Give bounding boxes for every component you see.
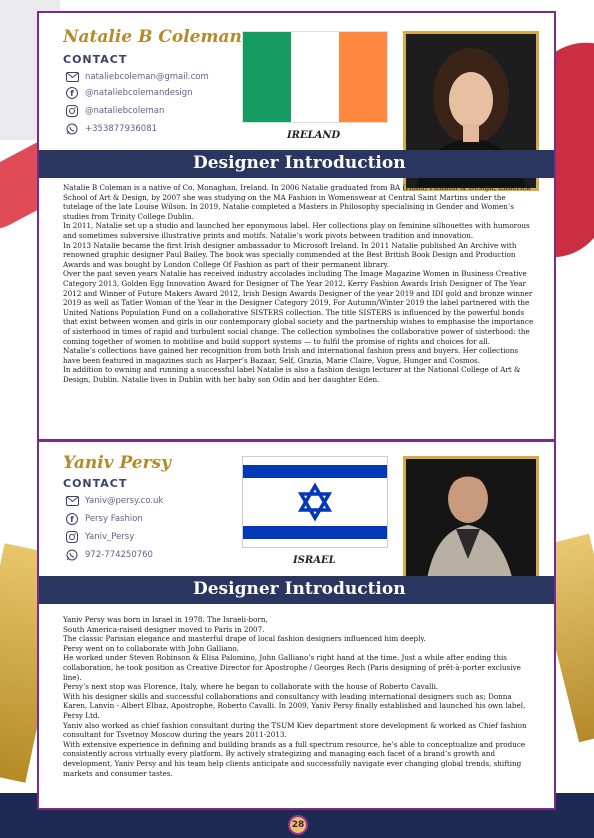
designer-name: Yaniv Persy	[63, 453, 171, 473]
bio-paragraph: Over the past seven years Natalie has received industry accolades including The Image Magazine Women in Business Creative Category 2013, Golden Egg Innovation Award for Designer of The Year 2012, Kerry Fashion Awards Irish Designer of The Year 2012 and Winner of Future Makers Award 2012, Irish Design Awards Designer of the year 2019 and IDI gold and bronze winner 2019 as well as Tatler Woman of the Year in the Designer Category 2019. For Autumn/Winter 2019 the label partnered with the United Nations Population Fund on a collaborative SISTERS collection. The title SISTERS is influenced by the powerful bonds that exist between women and girls in our contemporary global society and the partnership wishes to emphasise the importance of sisterhood in times of rapid and turbulent social change. The collection symbolises the collaborative power of sisterhood: the coming together of women to mobilise and build support systems — to fulfil the promise of rights and choices for all.	[63, 269, 534, 346]
contact-facebook[interactable]	[65, 85, 193, 101]
contact-email[interactable]	[65, 69, 209, 85]
bio-paragraph: Persy went on to collaborate with John Galliano.	[63, 643, 239, 653]
designer-name: Natalie B Coleman	[63, 27, 242, 47]
bio-paragraph: The classic Parisian elegance and masterful drape of local fashion designers influenced him deeply.	[63, 634, 426, 644]
bio-paragraph: Natalie B Coleman is a native of Co. Monaghan, Ireland. In 2006 Natalie graduated from BA (Hons) Fashion & Design, Limerick School of Art & Design, by 2007 she was studying on the MA Fashion in Womenswear at Central Saint Martins under the tutelage of the late Louise Wilson. In 2019, Natalie completed a Masters in Philosophy specialising in Gender and Women’s studies from Trinity College Dublin.	[63, 183, 531, 221]
country-label: ISRAEL	[293, 555, 336, 566]
designer-portrait	[403, 456, 539, 588]
bio-paragraph: Persy’s next stop was Florence, Italy, where he began to collaborate with the house of Roberto Cavalli.	[63, 682, 439, 692]
bio-paragraph: In 2011, Natalie set up a studio and launched her eponymous label. Her collections play on feminine silhouettes with humorous and sometimes subversive illustrative prints and motifs. Natalie’s work pivots between tradition and innovation.	[63, 221, 530, 240]
bio-paragraph: Yaniv Persy was born in Israel in 1978. The Israeli-born,	[63, 615, 268, 624]
svg-text:f: f	[70, 515, 74, 525]
contact-heading: CONTACT	[63, 53, 128, 66]
contact-instagram-text: Yaniv_Persy	[85, 532, 135, 542]
bio-paragraph: Natalie’s collections have gained her recognition from both Irish and international fashion press and buyers. Her collections have been featured in magazines such as Harper’s Bazaar, Self, Grazia, Marie Claire, Vogue, Hunger and Cosmos.	[63, 346, 519, 365]
bio-paragraph: In 2013 Natalie became the first Irish designer ambassador to Microsoft Ireland. In 2011 Natalie published An Archive with renowned graphic designer Paul Bailey. The book was specially commended at the Best British Book Design and Production Awards and was bought by London College Of Fashion as part of their permanent library.	[63, 240, 517, 269]
bio-paragraph: He worked under Steven Robinson & Elisa Palomino, John Galliano’s right hand at the time. Just a while after ending this collaboration, he took position as Creative Director for Apostrophe / Georges Rech (Paris designing of prêt-à-porter exclusive line).	[63, 653, 521, 682]
designer-intro-banner	[39, 576, 554, 604]
contact-instagram[interactable]	[65, 103, 164, 119]
contact-heading: CONTACT	[63, 477, 128, 490]
svg-text:f: f	[70, 89, 74, 99]
page-frame	[37, 11, 556, 810]
israel-flag	[242, 456, 388, 548]
contact-facebook-text: Persy Fashion	[85, 514, 143, 524]
instagram-icon	[65, 104, 79, 118]
contact-instagram[interactable]	[65, 529, 134, 545]
contact-email-text: nataliebcoleman@gmail.com	[85, 72, 209, 82]
designer-intro-banner	[39, 150, 554, 178]
whatsapp-icon	[65, 122, 79, 136]
contact-facebook-text: @nataliebcolemandesign	[85, 88, 193, 98]
section-title: Designer Introduction	[193, 579, 406, 599]
contact-email-text: Yaniv@persy.co.uk	[85, 496, 164, 506]
bio-paragraph: With extensive experience in defining and building brands as a full spectrum resource, he’s able to conceptualize and produce consistently across virtually every platform. By actively strategizing and managing each facet of a brand’s growth and development, Yaniv Persy and his team help clients anticipate and successfully navigate ever changing global trends, shifting markets and consumer tastes.	[63, 739, 526, 778]
designer-bio	[63, 183, 535, 384]
bio-paragraph: With his designer skills and successful collaborations and consultancy with leading international designers such as; Donna Karen, Lanvin - Albert Elbaz, Apostrophe, Roberto Cavalli. In 2009, Yaniv Persy finally established and launched his own label, Persy Ltd.	[63, 691, 526, 720]
bio-paragraph: In addition to owning and running a successful label Natalie is also a fashion design lecturer at the National College of Art & Design, Dublin. Natalie lives in Dublin with her baby son Odin and her daughter Eden.	[63, 365, 521, 384]
facebook-icon	[65, 512, 79, 526]
contact-email[interactable]	[65, 493, 163, 509]
contact-whatsapp[interactable]	[65, 121, 157, 137]
contact-facebook[interactable]	[65, 511, 143, 527]
contact-instagram-text: @nataliebcoleman	[85, 106, 165, 116]
bio-paragraph: South America-raised designer moved to Paris in 2007.	[63, 624, 265, 634]
facebook-icon	[65, 86, 79, 100]
ireland-flag	[242, 31, 388, 123]
section-divider	[39, 439, 554, 442]
page-number-badge: 28	[288, 815, 308, 835]
instagram-icon	[65, 530, 79, 544]
contact-whatsapp[interactable]	[65, 547, 153, 563]
whatsapp-icon	[65, 548, 79, 562]
country-label: IRELAND	[287, 130, 341, 141]
designer-bio	[63, 615, 535, 778]
bio-paragraph: Yaniv also worked as chief fashion consultant during the TSUM Kiev department store development & worked as Chief fashion consultant for Tsvetnoy Moscow during the years 2011-2013.	[63, 720, 527, 740]
contact-whatsapp-text: 972-774250760	[85, 550, 153, 560]
email-icon	[65, 70, 79, 84]
email-icon	[65, 494, 79, 508]
section-title: Designer Introduction	[193, 153, 406, 173]
contact-whatsapp-text: +353877936081	[85, 124, 158, 134]
